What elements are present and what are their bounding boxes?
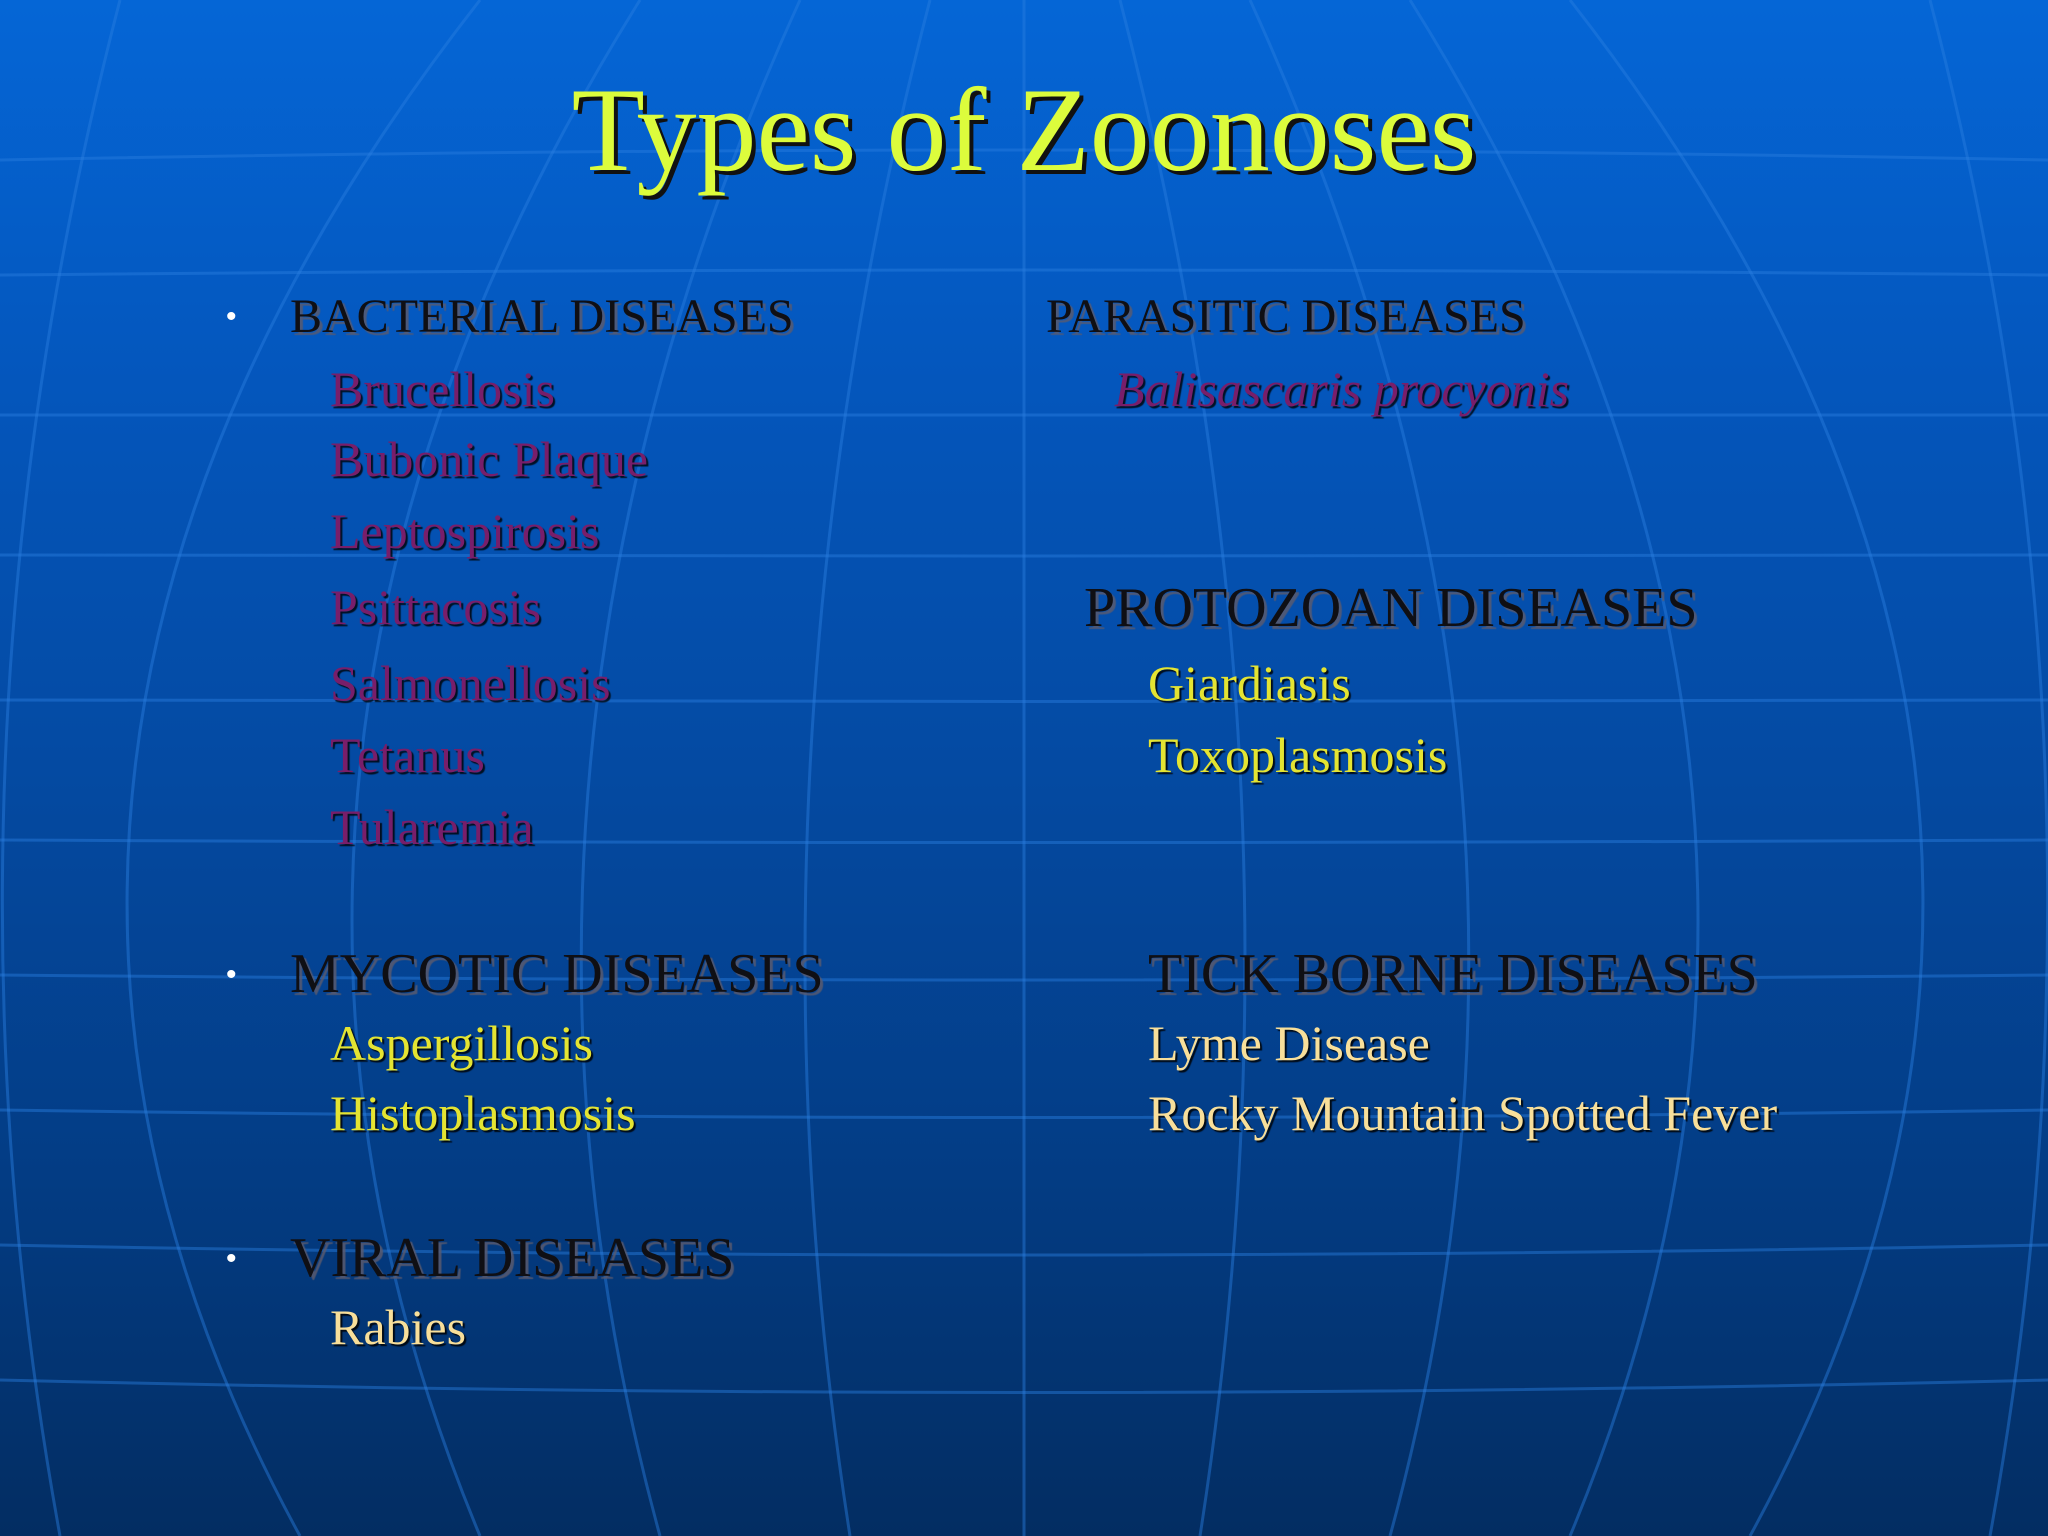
slide-title: Types of Zoonoses (571, 63, 1477, 196)
bullet-mycotic: • (226, 958, 237, 991)
list-item: Giardiasis (1148, 655, 1351, 711)
list-item: Balisascaris procyonis (1114, 361, 1570, 417)
list-item: Rabies (330, 1299, 467, 1355)
heading-protozoan-diseases: PROTOZOAN DISEASES (1084, 577, 1698, 639)
list-item: Aspergillosis (330, 1015, 593, 1071)
list-item: Rocky Mountain Spotted Fever (1148, 1085, 1778, 1141)
grid-longitude-line (2, 0, 120, 1536)
grid-longitude-line (805, 0, 930, 1536)
list-item: Salmonellosis (330, 655, 611, 711)
grid-longitude-line (1570, 0, 1923, 1536)
grid-longitude-line (1410, 0, 1698, 1536)
list-item: Tularemia (330, 799, 534, 855)
list-item: Tetanus (330, 727, 485, 783)
grid-longitude-line (1930, 0, 2048, 1536)
list-item: Bubonic Plaque (330, 431, 649, 487)
list-item: Lyme Disease (1148, 1015, 1430, 1071)
list-item: Leptospirosis (330, 503, 600, 559)
list-item: Toxoplasmosis (1148, 727, 1448, 783)
bullet-bacterial: • (226, 300, 237, 333)
list-item: Histoplasmosis (330, 1085, 636, 1141)
list-item: Brucellosis (330, 361, 555, 417)
bullet-viral: • (226, 1242, 237, 1275)
heading-tick-borne-diseases: TICK BORNE DISEASES (1148, 943, 1758, 1005)
heading-mycotic-diseases: MYCOTIC DISEASES (290, 943, 824, 1005)
heading-bacterial-diseases: BACTERIAL DISEASES (290, 290, 794, 343)
grid-longitude-line (581, 0, 800, 1536)
list-item: Psittacosis (330, 579, 542, 635)
heading-viral-diseases: VIRAL DISEASES (290, 1227, 735, 1289)
heading-parasitic-diseases: PARASITIC DISEASES (1046, 290, 1526, 343)
